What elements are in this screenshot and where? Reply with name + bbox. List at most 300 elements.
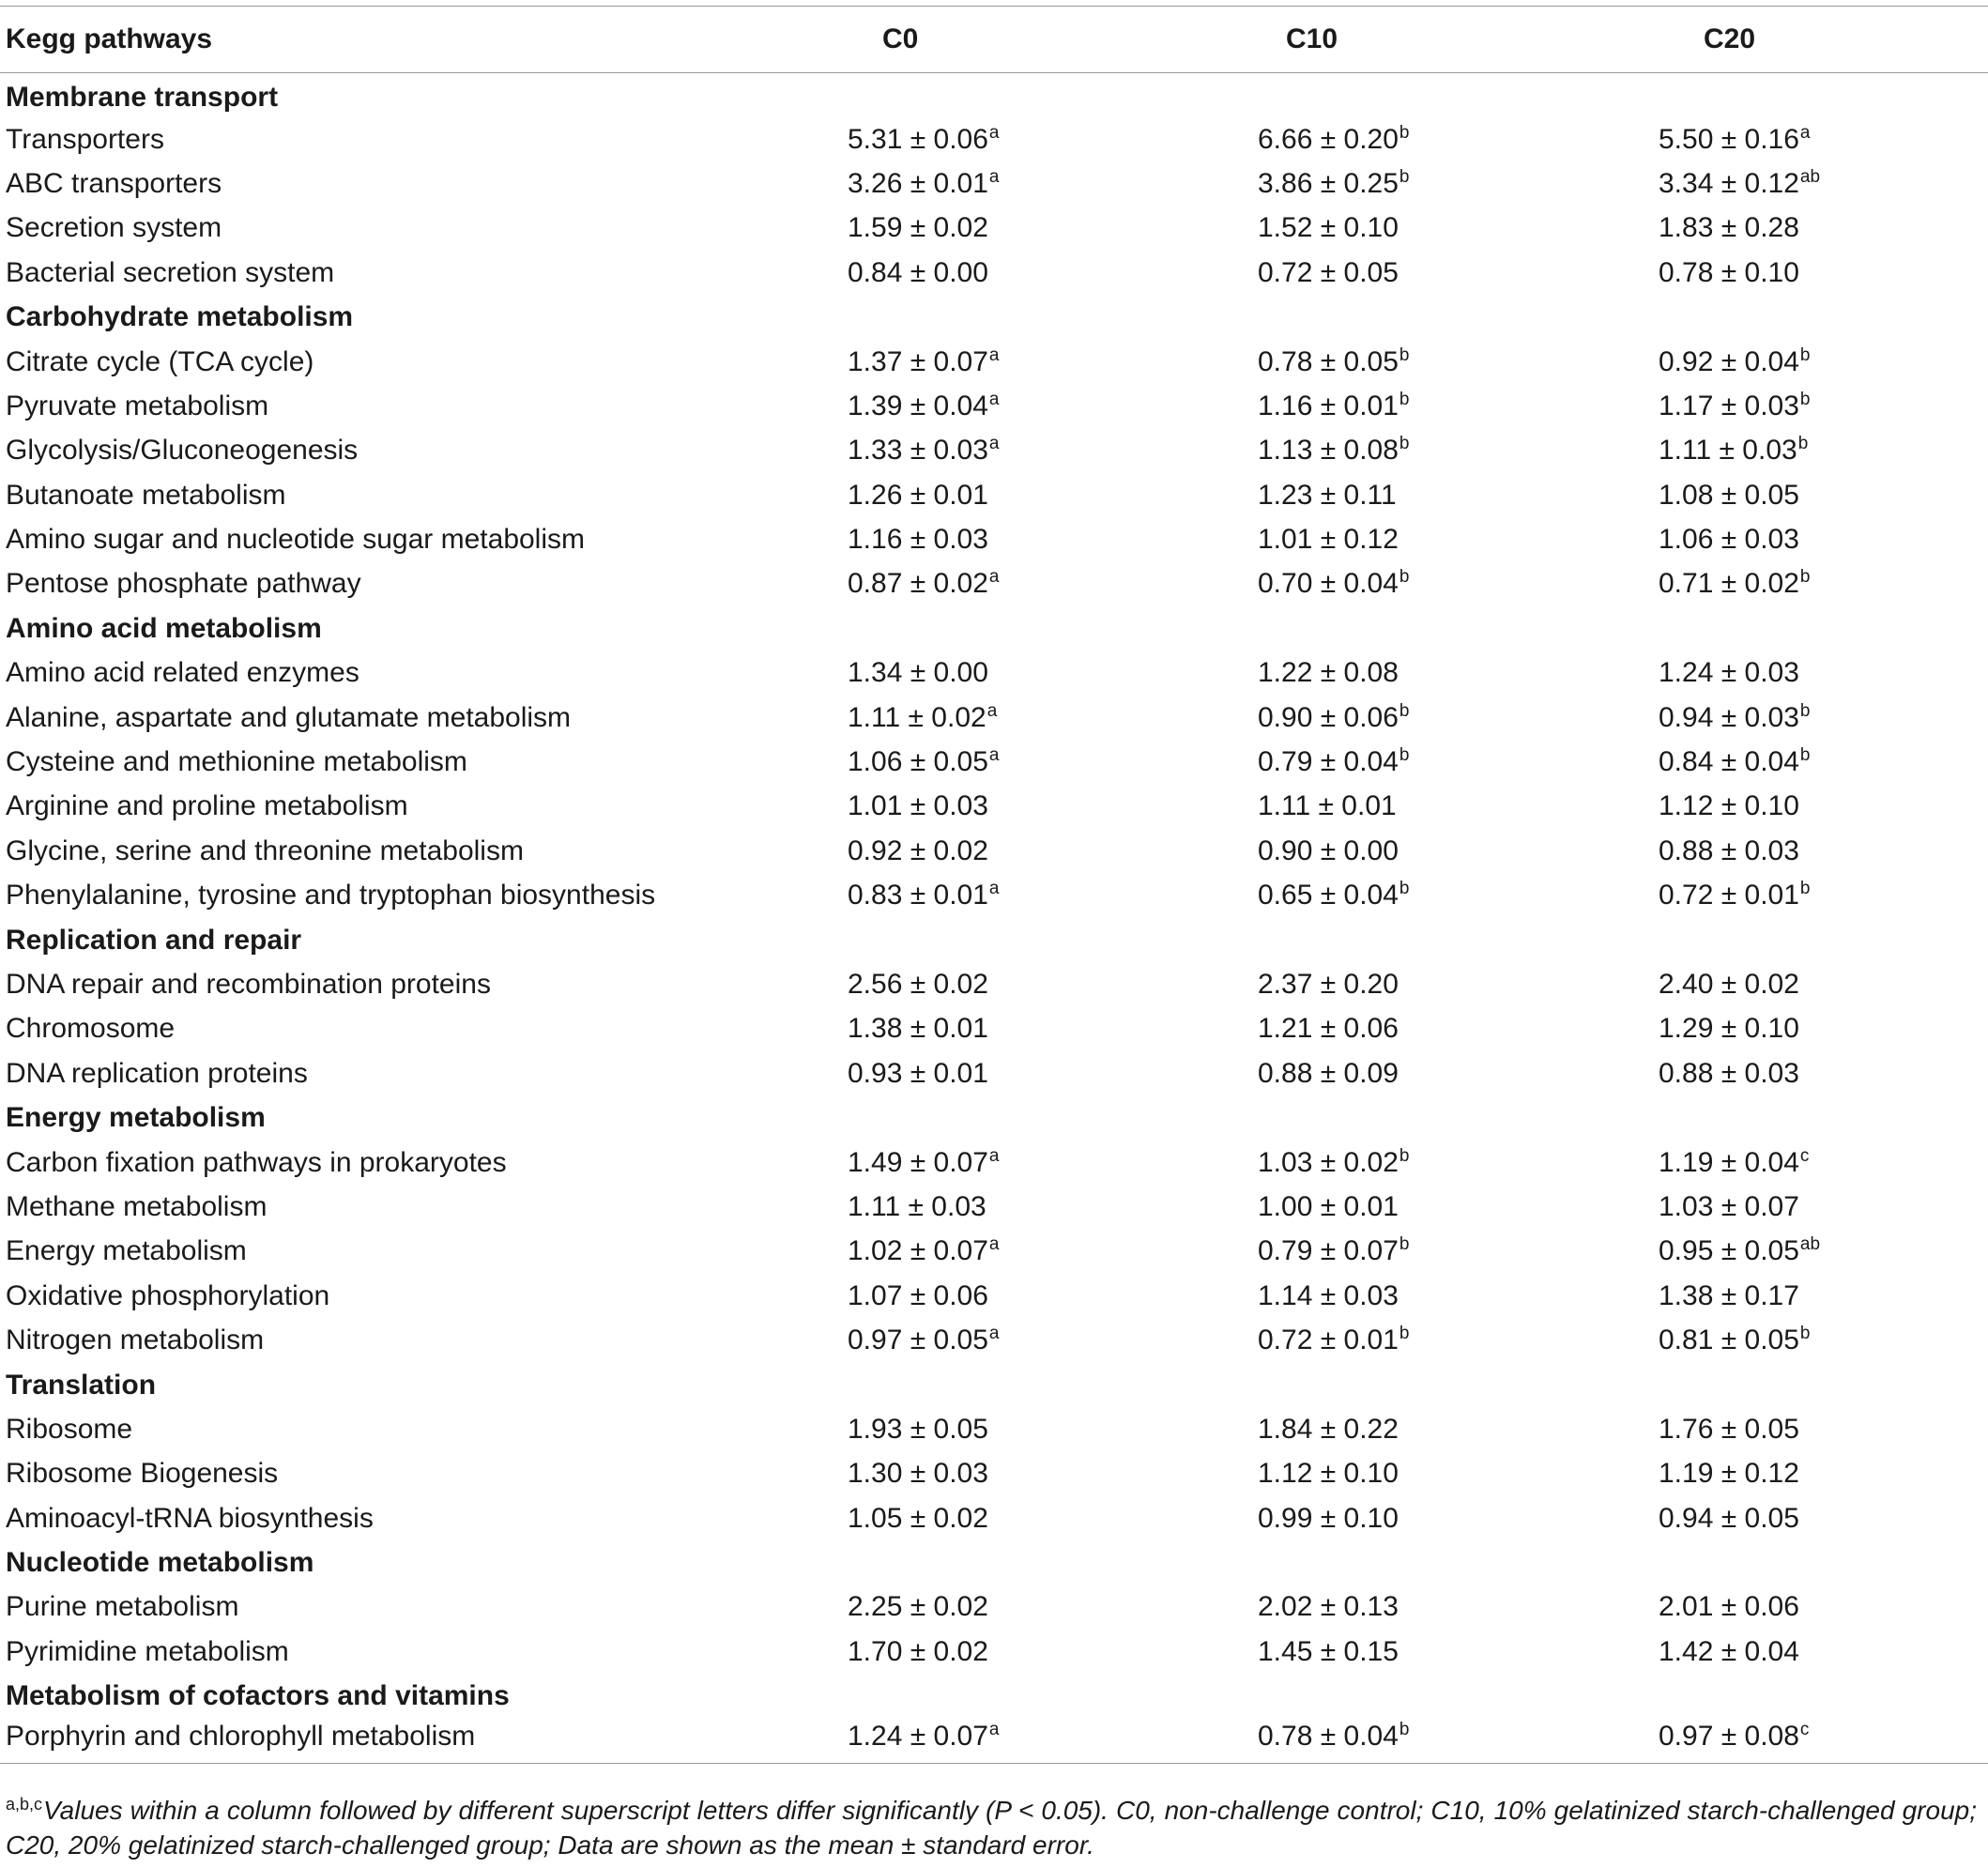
value-cell-c0 [793, 1540, 1197, 1585]
value-cell-c10 [1197, 473, 1600, 517]
significance-superscript: a [988, 879, 1000, 899]
value-cell-c10 [1197, 785, 1600, 829]
pathway-name: Methane metabolism [6, 1190, 268, 1222]
mean-se-value: 0.90 ± 0.00 [1258, 834, 1399, 866]
value-cell-c20 [1600, 651, 1988, 696]
significance-superscript: b [1399, 166, 1410, 187]
table-row [0, 874, 1988, 918]
value-cell-c20 [1600, 606, 1988, 651]
mean-se-value: 0.71 ± 0.02 [1659, 568, 1799, 600]
header-c0: C0 [793, 7, 1197, 73]
value-cell-c0 [793, 1452, 1197, 1496]
table-row [0, 384, 1988, 428]
significance-superscript: c [1799, 1720, 1810, 1740]
value-cell-c20 [1600, 1363, 1988, 1407]
mean-se-value: 0.78 ± 0.10 [1659, 256, 1799, 288]
value-cell-c10 [1197, 251, 1600, 295]
value-cell-c0 [793, 384, 1197, 428]
group-heading: Amino acid metabolism [6, 612, 322, 644]
value-cell-c10 [1197, 918, 1600, 962]
table-row [0, 1007, 1988, 1051]
mean-se-value: 5.31 ± 0.06 [848, 123, 988, 155]
mean-se-value: 1.01 ± 0.12 [1258, 524, 1399, 556]
mean-se-value: 1.70 ± 0.02 [848, 1635, 988, 1667]
mean-se-value: 1.42 ± 0.04 [1659, 1635, 1799, 1667]
value-cell-c20 [1600, 251, 1988, 295]
mean-se-value: 3.86 ± 0.25 [1258, 167, 1399, 199]
pathway-name: Energy metabolism [6, 1235, 247, 1267]
mean-se-value: 5.50 ± 0.16 [1659, 123, 1799, 155]
significance-superscript: a [988, 1145, 1000, 1166]
significance-superscript: a [988, 166, 1000, 187]
pathway-name: Purine metabolism [6, 1591, 239, 1623]
value-cell-c20 [1600, 1185, 1988, 1229]
significance-superscript: b [1399, 700, 1410, 721]
mean-se-value: 1.26 ± 0.01 [848, 479, 988, 511]
group-heading-row [0, 73, 1988, 117]
significance-superscript: a [986, 700, 998, 721]
significance-superscript: b [1399, 345, 1410, 365]
mean-se-value: 1.59 ± 0.02 [848, 212, 988, 244]
significance-superscript: b [1799, 389, 1811, 409]
pathway-name: Phenylalanine, tyrosine and tryptophan biosynthesis [6, 880, 656, 911]
mean-se-value: 3.26 ± 0.01 [848, 167, 988, 199]
mean-se-value: 0.83 ± 0.01 [848, 880, 988, 911]
value-cell-c20 [1600, 161, 1988, 206]
group-heading: Membrane transport [6, 82, 279, 114]
value-cell-c20 [1600, 1051, 1988, 1095]
footnote-superscript: a,b,c [6, 1795, 43, 1814]
value-cell-c0 [793, 829, 1197, 873]
table-footnote [6, 1793, 1977, 1862]
pathway-name: ABC transporters [6, 167, 222, 199]
pathway-name: Cysteine and methionine metabolism [6, 746, 467, 778]
mean-se-value: 0.65 ± 0.04 [1258, 880, 1399, 911]
value-cell-c10 [1197, 1496, 1600, 1540]
value-cell-c20 [1600, 785, 1988, 829]
mean-se-value: 1.11 ± 0.03 [1659, 435, 1797, 467]
mean-se-value: 1.12 ± 0.10 [1659, 790, 1799, 822]
group-heading-row [0, 295, 1988, 339]
table-row [0, 1452, 1988, 1496]
value-cell-c10 [1197, 384, 1600, 428]
table-row [0, 1407, 1988, 1451]
pathway-name: Chromosome [6, 1013, 176, 1045]
significance-superscript: a [988, 122, 1000, 143]
pathway-name: DNA replication proteins [6, 1057, 308, 1089]
value-cell-c0 [793, 1318, 1197, 1362]
mean-se-value: 0.87 ± 0.02 [848, 568, 988, 600]
mean-se-value: 1.03 ± 0.07 [1659, 1190, 1799, 1222]
significance-superscript: a [988, 1234, 1000, 1255]
table-row [0, 473, 1988, 517]
value-cell-c20 [1600, 1675, 1988, 1719]
table-row [0, 429, 1988, 473]
value-cell-c0 [793, 1585, 1197, 1630]
mean-se-value: 1.33 ± 0.03 [848, 435, 988, 467]
mean-se-value: 1.08 ± 0.05 [1659, 479, 1799, 511]
footnote-text: Values within a column followed by different superscript letters differ significantly (P < 0.05). C0, non-challenge control; C10, 10% gelatinized starch-challenged group; C20, 20% gelatinized starch-challenged group; Data are shown as the mean ± standard error. [6, 1796, 1977, 1860]
pathway-name: Glycine, serine and threonine metabolism [6, 834, 524, 866]
significance-superscript: b [1399, 122, 1410, 143]
significance-superscript: c [1799, 1145, 1810, 1166]
value-cell-c0 [793, 251, 1197, 295]
value-cell-c10 [1197, 1185, 1600, 1229]
significance-superscript: b [1399, 434, 1410, 454]
value-cell-c10 [1197, 696, 1600, 740]
pathway-name: Bacterial secretion system [6, 256, 335, 288]
value-cell-c10 [1197, 340, 1600, 384]
header-kegg-pathways: Kegg pathways [0, 7, 793, 73]
value-cell-c20 [1600, 73, 1988, 117]
value-cell-c0 [793, 473, 1197, 517]
value-cell-c20 [1600, 473, 1988, 517]
value-cell-c20 [1600, 295, 1988, 339]
group-heading: Carbohydrate metabolism [6, 301, 354, 333]
pathway-name: Porphyrin and chlorophyll metabolism [0, 1719, 793, 1763]
table-body [0, 73, 1988, 1764]
value-cell-c10 [1197, 829, 1600, 873]
mean-se-value: 0.92 ± 0.02 [848, 834, 988, 866]
value-cell-c20 [1600, 696, 1988, 740]
significance-superscript: a [988, 389, 1000, 409]
value-cell-c0 [793, 918, 1197, 962]
value-cell-c10 [1197, 1095, 1600, 1140]
value-cell-c0 [793, 1496, 1197, 1540]
table-row [0, 340, 1988, 384]
value-cell-c10 [1197, 606, 1600, 651]
value-cell-c0 [793, 651, 1197, 696]
significance-superscript: b [1799, 567, 1811, 588]
pathway-name: Ribosome Biogenesis [6, 1458, 279, 1490]
pathway-name: Amino acid related enzymes [6, 657, 359, 689]
table-row [0, 1496, 1988, 1540]
mean-se-value: 1.03 ± 0.02 [1258, 1146, 1399, 1178]
mean-se-value: 2.01 ± 0.06 [1659, 1591, 1799, 1623]
mean-se-value: 0.99 ± 0.10 [1258, 1502, 1399, 1534]
mean-se-value: 1.17 ± 0.03 [1659, 390, 1799, 421]
table-row [0, 651, 1988, 696]
value-cell-c0 [793, 1363, 1197, 1407]
value-cell-c10 [1197, 161, 1600, 206]
value-cell-c20 [1600, 874, 1988, 918]
mean-se-value: 0.97 ± 0.08 [1659, 1721, 1799, 1753]
value-cell-c10 [1197, 962, 1600, 1006]
pathway-name: Carbon fixation pathways in prokaryotes [6, 1146, 507, 1178]
value-cell-c20 [1600, 1630, 1988, 1674]
table-row [0, 517, 1988, 561]
group-heading: Nucleotide metabolism [6, 1547, 314, 1579]
value-cell-c20 [1600, 1007, 1988, 1051]
value-cell-c10 [1197, 562, 1600, 606]
mean-se-value: 1.06 ± 0.05 [848, 746, 988, 778]
value-cell-c10 [1197, 651, 1600, 696]
mean-se-value: 1.12 ± 0.10 [1258, 1458, 1399, 1490]
significance-superscript: b [1399, 879, 1410, 899]
value-cell-c10 [1197, 874, 1600, 918]
value-cell-c20 [1600, 1496, 1988, 1540]
value-cell-c20 [1600, 340, 1988, 384]
mean-se-value: 1.34 ± 0.00 [848, 657, 988, 689]
table-row [0, 117, 1988, 161]
value-cell-c20 [1600, 962, 1988, 1006]
value-cell-c20 [1600, 1585, 1988, 1630]
mean-se-value: 0.95 ± 0.05 [1659, 1235, 1799, 1267]
mean-se-value: 1.01 ± 0.03 [848, 790, 988, 822]
value-cell-c10 [1197, 295, 1600, 339]
table-row [0, 1274, 1988, 1318]
mean-se-value: 0.88 ± 0.03 [1659, 1057, 1799, 1089]
value-cell-c0 [793, 696, 1197, 740]
value-cell-c20 [1600, 207, 1988, 251]
value-cell-c20 [1600, 117, 1988, 161]
mean-se-value: 1.11 ± 0.01 [1258, 790, 1397, 822]
significance-superscript: b [1399, 567, 1410, 588]
value-cell-c20 [1600, 429, 1988, 473]
pathway-name: Glycolysis/Gluconeogenesis [6, 435, 359, 467]
value-cell-c20 [1600, 918, 1988, 962]
group-heading-row [0, 1540, 1988, 1585]
value-cell-c10 [1197, 1675, 1600, 1719]
table-row [0, 1051, 1988, 1095]
mean-se-value: 1.11 ± 0.03 [848, 1190, 986, 1222]
header-c20: C20 [1600, 7, 1988, 73]
mean-se-value: 0.90 ± 0.06 [1258, 701, 1399, 733]
value-cell-c0 [793, 562, 1197, 606]
value-cell-c20 [1600, 1540, 1988, 1585]
pathway-name: DNA repair and recombination proteins [6, 969, 491, 1000]
value-cell-c10 [1197, 207, 1600, 251]
value-cell-c10 [1197, 429, 1600, 473]
value-cell-c10 [1197, 1007, 1600, 1051]
table-row [0, 562, 1988, 606]
value-cell-c0 [793, 429, 1197, 473]
value-cell-c20 [1600, 384, 1988, 428]
value-cell-c20 [1600, 1141, 1988, 1185]
significance-superscript: b [1399, 1234, 1410, 1255]
significance-superscript: b [1399, 1720, 1410, 1740]
pathway-name: Nitrogen metabolism [6, 1324, 265, 1356]
mean-se-value: 2.02 ± 0.13 [1258, 1591, 1399, 1623]
value-cell-c0 [793, 340, 1197, 384]
mean-se-value: 1.29 ± 0.10 [1659, 1013, 1799, 1045]
mean-se-value: 0.70 ± 0.04 [1258, 568, 1399, 600]
pathway-name: Arginine and proline metabolism [6, 790, 408, 822]
significance-superscript: a [988, 745, 1000, 766]
value-cell-c0 [793, 517, 1197, 561]
significance-superscript: ab [1799, 1234, 1821, 1255]
table-row [0, 161, 1988, 206]
mean-se-value: 1.06 ± 0.03 [1659, 524, 1799, 556]
pathway-name: Pyruvate metabolism [6, 390, 269, 421]
mean-se-value: 0.88 ± 0.09 [1258, 1057, 1399, 1089]
pathway-name: Citrate cycle (TCA cycle) [6, 345, 314, 377]
value-cell-c0 [793, 1407, 1197, 1451]
mean-se-value: 1.84 ± 0.22 [1258, 1413, 1399, 1445]
group-heading: Metabolism of cofactors and vitamins [6, 1680, 510, 1712]
value-cell-c20 [1600, 562, 1988, 606]
value-cell-c0 [793, 207, 1197, 251]
value-cell-c20 [1600, 740, 1988, 784]
pathway-name: Aminoacyl-tRNA biosynthesis [6, 1502, 374, 1534]
mean-se-value: 0.84 ± 0.00 [848, 256, 988, 288]
value-cell-c0 [793, 1675, 1197, 1719]
mean-se-value: 0.79 ± 0.04 [1258, 746, 1399, 778]
value-cell-c10 [1197, 73, 1600, 117]
value-cell-c0 [793, 874, 1197, 918]
table-row [0, 1141, 1988, 1185]
group-heading-row [0, 1095, 1988, 1140]
value-cell-c0 [793, 1051, 1197, 1095]
value-cell-c20 [1600, 1452, 1988, 1496]
value-cell-c0 [793, 1719, 1197, 1763]
mean-se-value: 1.23 ± 0.11 [1258, 479, 1397, 511]
mean-se-value: 0.94 ± 0.05 [1659, 1502, 1799, 1534]
value-cell-c0 [793, 161, 1197, 206]
value-cell-c10 [1197, 1230, 1600, 1274]
mean-se-value: 1.30 ± 0.03 [848, 1458, 988, 1490]
value-cell-c20 [1600, 1095, 1988, 1140]
mean-se-value: 1.00 ± 0.01 [1258, 1190, 1399, 1222]
mean-se-value: 1.22 ± 0.08 [1258, 657, 1399, 689]
pathway-name: Ribosome [6, 1413, 133, 1445]
mean-se-value: 1.05 ± 0.02 [848, 1502, 988, 1534]
table-row [0, 207, 1988, 251]
significance-superscript: a [988, 1324, 1000, 1344]
value-cell-c0 [793, 1141, 1197, 1185]
group-heading: Energy metabolism [6, 1102, 266, 1134]
header-c10: C10 [1197, 7, 1600, 73]
value-cell-c10 [1197, 1407, 1600, 1451]
value-cell-c0 [793, 962, 1197, 1006]
value-cell-c0 [793, 117, 1197, 161]
mean-se-value: 0.94 ± 0.03 [1659, 701, 1799, 733]
mean-se-value: 0.78 ± 0.05 [1258, 345, 1399, 377]
mean-se-value: 1.52 ± 0.10 [1258, 212, 1399, 244]
header-row [0, 7, 1988, 73]
value-cell-c0 [793, 73, 1197, 117]
pathway-name: Amino sugar and nucleotide sugar metabolism [6, 524, 586, 556]
significance-superscript: b [1399, 745, 1410, 766]
group-heading-row [0, 918, 1988, 962]
table-row [0, 785, 1988, 829]
mean-se-value: 1.45 ± 0.15 [1258, 1635, 1399, 1667]
mean-se-value: 1.02 ± 0.07 [848, 1235, 988, 1267]
mean-se-value: 0.93 ± 0.01 [848, 1057, 988, 1089]
value-cell-c20 [1600, 1407, 1988, 1451]
value-cell-c10 [1197, 1540, 1600, 1585]
mean-se-value: 0.81 ± 0.05 [1659, 1324, 1799, 1356]
value-cell-c10 [1197, 1630, 1600, 1674]
significance-superscript: a [1799, 122, 1811, 143]
value-cell-c10 [1197, 1363, 1600, 1407]
mean-se-value: 0.72 ± 0.05 [1258, 256, 1399, 288]
table-row [0, 829, 1988, 873]
significance-superscript: b [1399, 389, 1410, 409]
mean-se-value: 1.24 ± 0.03 [1659, 657, 1799, 689]
mean-se-value: 1.93 ± 0.05 [848, 1413, 988, 1445]
mean-se-value: 0.97 ± 0.05 [848, 1324, 988, 1356]
mean-se-value: 0.79 ± 0.07 [1258, 1235, 1399, 1267]
group-heading-row [0, 1363, 1988, 1407]
mean-se-value: 0.92 ± 0.04 [1659, 345, 1799, 377]
mean-se-value: 1.13 ± 0.08 [1258, 435, 1399, 467]
value-cell-c10 [1197, 1585, 1600, 1630]
mean-se-value: 0.72 ± 0.01 [1258, 1324, 1399, 1356]
mean-se-value: 2.40 ± 0.02 [1659, 969, 1799, 1000]
pathway-name: Butanoate metabolism [6, 479, 286, 511]
significance-superscript: a [988, 345, 1000, 365]
mean-se-value: 1.37 ± 0.07 [848, 345, 988, 377]
mean-se-value: 1.38 ± 0.17 [1659, 1279, 1799, 1311]
value-cell-c10 [1197, 740, 1600, 784]
mean-se-value: 0.78 ± 0.04 [1258, 1721, 1399, 1753]
table-row [0, 251, 1988, 295]
pathway-name: Transporters [6, 123, 164, 155]
table-row [0, 1230, 1988, 1274]
mean-se-value: 0.84 ± 0.04 [1659, 746, 1799, 778]
table-row [0, 1318, 1988, 1362]
value-cell-c0 [793, 1274, 1197, 1318]
significance-superscript: a [988, 1720, 1000, 1740]
mean-se-value: 3.34 ± 0.12 [1659, 167, 1799, 199]
value-cell-c0 [793, 1630, 1197, 1674]
value-cell-c10 [1197, 1274, 1600, 1318]
kegg-pathways-table [0, 6, 1988, 1764]
value-cell-c10 [1197, 517, 1600, 561]
mean-se-value: 2.25 ± 0.02 [848, 1591, 988, 1623]
value-cell-c10 [1197, 1141, 1600, 1185]
value-cell-c20 [1600, 1318, 1988, 1362]
significance-superscript: ab [1799, 166, 1821, 187]
mean-se-value: 1.16 ± 0.03 [848, 524, 988, 556]
table-row [0, 1585, 1988, 1630]
significance-superscript: b [1797, 434, 1809, 454]
mean-se-value: 1.14 ± 0.03 [1258, 1279, 1399, 1311]
group-heading-row [0, 606, 1988, 651]
mean-se-value: 1.19 ± 0.12 [1659, 1458, 1799, 1490]
value-cell-c0 [793, 606, 1197, 651]
mean-se-value: 0.72 ± 0.01 [1659, 880, 1799, 911]
mean-se-value: 1.16 ± 0.01 [1258, 390, 1399, 421]
table-row [0, 962, 1988, 1006]
value-cell-c0 [793, 740, 1197, 784]
mean-se-value: 1.49 ± 0.07 [848, 1146, 988, 1178]
mean-se-value: 1.11 ± 0.02 [848, 701, 986, 733]
value-cell-c0 [793, 1007, 1197, 1051]
table-row [0, 1630, 1988, 1674]
group-heading: Replication and repair [6, 924, 302, 956]
value-cell-c20 [1600, 1230, 1988, 1274]
significance-superscript: b [1799, 345, 1811, 365]
value-cell-c10 [1197, 1318, 1600, 1362]
value-cell-c20 [1600, 1274, 1988, 1318]
significance-superscript: b [1799, 700, 1811, 721]
group-heading: Translation [6, 1369, 157, 1401]
significance-superscript: b [1399, 1324, 1410, 1344]
pathway-name: Secretion system [6, 212, 222, 244]
value-cell-c10 [1197, 1051, 1600, 1095]
value-cell-c10 [1197, 117, 1600, 161]
group-heading-row [0, 1675, 1988, 1719]
table-header [0, 7, 1988, 73]
mean-se-value: 1.39 ± 0.04 [848, 390, 988, 421]
pathway-name: Pyrimidine metabolism [6, 1635, 289, 1667]
significance-superscript: b [1799, 1324, 1811, 1344]
value-cell-c0 [793, 785, 1197, 829]
mean-se-value: 6.66 ± 0.20 [1258, 123, 1399, 155]
mean-se-value: 1.21 ± 0.06 [1258, 1013, 1399, 1045]
